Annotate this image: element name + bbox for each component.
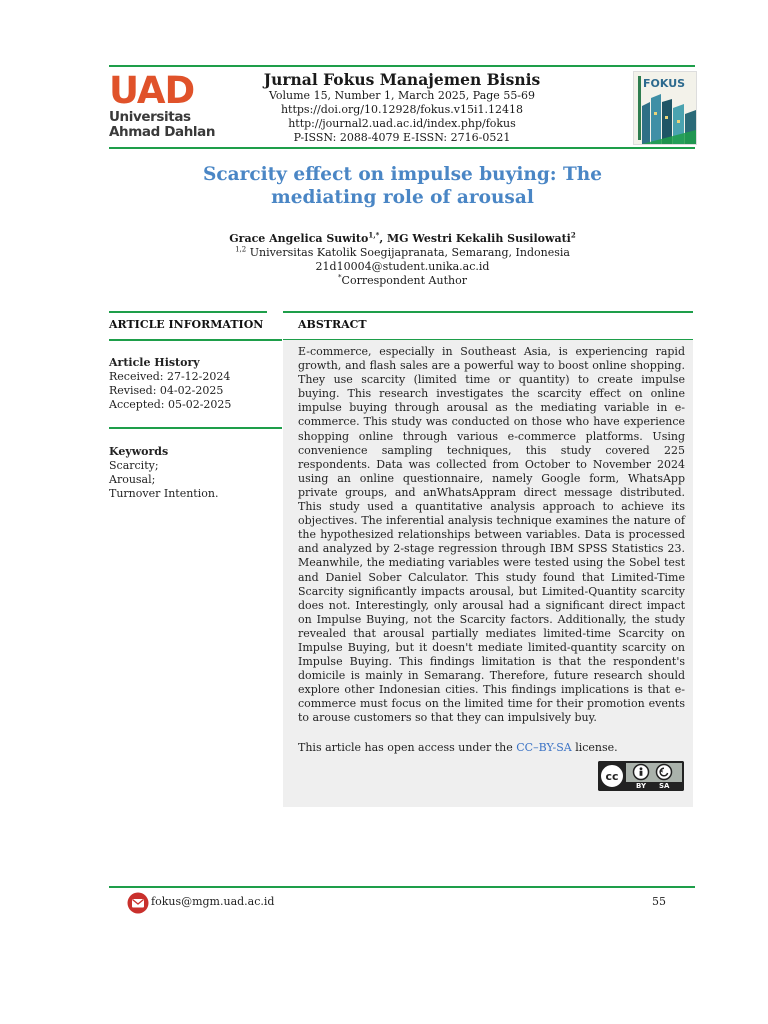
keyword-item: Scarcity;: [109, 459, 159, 472]
header-top-rule: [109, 65, 695, 67]
cc-sa-label: SA: [659, 782, 670, 790]
revised-date: Revised: 04-02-2025: [109, 384, 224, 397]
abstract-text: E-commerce, especially in Southeast Asia, is experiencing rapid growth, and flash sales are a powerful way to boost online shopping. They use scarcity (limited time or quantity) to create impulse buying. This research investigates the scarcity effect on online impulse buying through arousal as the mediating variable in e-commerce. This study was conducted on those who have experience shopping online through various e-commerce platforms. Using convenience sampling techniques, this study covered 225 respondents. Data was collected from October to November 2024 using an online questionnaire, namely Google form, WhatsApp private groups, and anWhatsAppram direct message distributed. This study used a quantitative analysis approach to achieve its objectives. The inferential analysis technique examines the nature of the hypothesized relationships between variables. Data is processed and analyzed by 2-stage regression through IBM SPSS Statistics 23. Meanwhile, the mediating variables were tested using the Sobel test and Daniel Sober Calculator. This study found that Limited-Time Scarcity significantly impacts arousal, but Limited-Quantity scarcity does not. Interestingly, only arousal had a significant direct impact on Impulse Buying, not the Scarcity factors. Additionally, the study revealed that arousal partially mediates limited-time Scarcity on Impulse Buying, but it doesn't mediate limited-quantity scarcity on Impulse Buying. This findings limitation is that the respondent's domicile is mainly in Semarang. Therefore, future research should explore other Indonesian cities. This findings implications is that e-commerce must focus on the limited time for their promotion events to arouse customers so that they can impulsively buy.: [298, 345, 685, 725]
cc-by-sa-badge[interactable]: [598, 761, 684, 791]
logo-line-2: Ahmad Dahlan: [109, 124, 216, 140]
paper-title: Scarcity effect on impulse buying: The mediating role of arousal: [202, 164, 603, 208]
oa-suffix: license.: [571, 741, 618, 754]
author-block: [150, 232, 655, 288]
affiliation-sup: 1,2: [235, 245, 247, 254]
accepted-date: Accepted: 05-02-2025: [109, 398, 232, 411]
author-email[interactable]: 21d10004@student.unika.ac.id: [315, 260, 490, 273]
abstract-top-rule: [283, 311, 693, 313]
journal-url[interactable]: http://journal2.uad.ac.id/index.php/fokus: [288, 117, 516, 130]
journal-cover-image: [633, 71, 697, 145]
corresponding-note: [150, 274, 655, 288]
logo-line-1: Universitas: [109, 109, 191, 125]
logo-mark: UAD: [109, 69, 195, 112]
journal-name: Jurnal Fokus Manajemen Bisnis: [263, 70, 541, 89]
cc-by-label: BY: [636, 782, 647, 790]
history-heading: Article History: [109, 356, 200, 369]
svg-text:cc: cc: [605, 770, 619, 783]
article-info-heading: ARTICLE INFORMATION: [109, 318, 264, 331]
keyword-item: Arousal;: [109, 473, 156, 486]
author-1: Grace Angelica Suwito: [229, 232, 369, 245]
keywords-heading: Keywords: [109, 445, 169, 458]
affiliation-text: Universitas Katolik Soegijapranata, Semarang, Indonesia: [246, 246, 570, 259]
uad-logo: [109, 69, 224, 144]
issn-line: P-ISSN: 2088-4079 E-ISSN: 2716-0521: [293, 131, 511, 144]
volume-line: Volume 15, Number 1, March 2025, Page 55-69: [268, 89, 536, 102]
info-mid-rule: [109, 427, 282, 429]
cover-title: FOKUS: [643, 77, 686, 90]
header-bottom-rule: [109, 147, 695, 149]
footer-rule: [109, 886, 695, 888]
author-2: , MG Westri Kekalih Susilowati: [379, 232, 571, 245]
page-number: 55: [652, 895, 666, 908]
envelope-icon: [127, 892, 149, 914]
author-2-sup: 2: [570, 230, 576, 240]
author-1-sup: 1,*: [368, 230, 380, 240]
corresponding-sup: *: [338, 273, 342, 282]
oa-prefix: This article has open access under the: [298, 741, 517, 754]
abstract-heading: ABSTRACT: [298, 318, 367, 331]
footer-email[interactable]: fokus@mgm.uad.ac.id: [151, 895, 275, 908]
corresponding-text: Correspondent Author: [341, 274, 467, 287]
author-names: [150, 232, 655, 246]
keyword-item: Turnover Intention.: [109, 487, 219, 500]
info-head-rule: [109, 339, 282, 341]
article-history: [109, 356, 279, 412]
affiliation: [150, 246, 655, 260]
journal-info: [262, 70, 542, 145]
received-date: Received: 27-12-2024: [109, 370, 231, 383]
info-top-rule: [109, 311, 267, 313]
open-access-note: [298, 741, 685, 755]
doi-link[interactable]: https://doi.org/10.12928/fokus.v15i1.12418: [280, 103, 524, 116]
email-icon: [127, 892, 149, 914]
license-link[interactable]: CC–BY-SA: [516, 741, 572, 754]
keywords-block: [109, 445, 279, 501]
